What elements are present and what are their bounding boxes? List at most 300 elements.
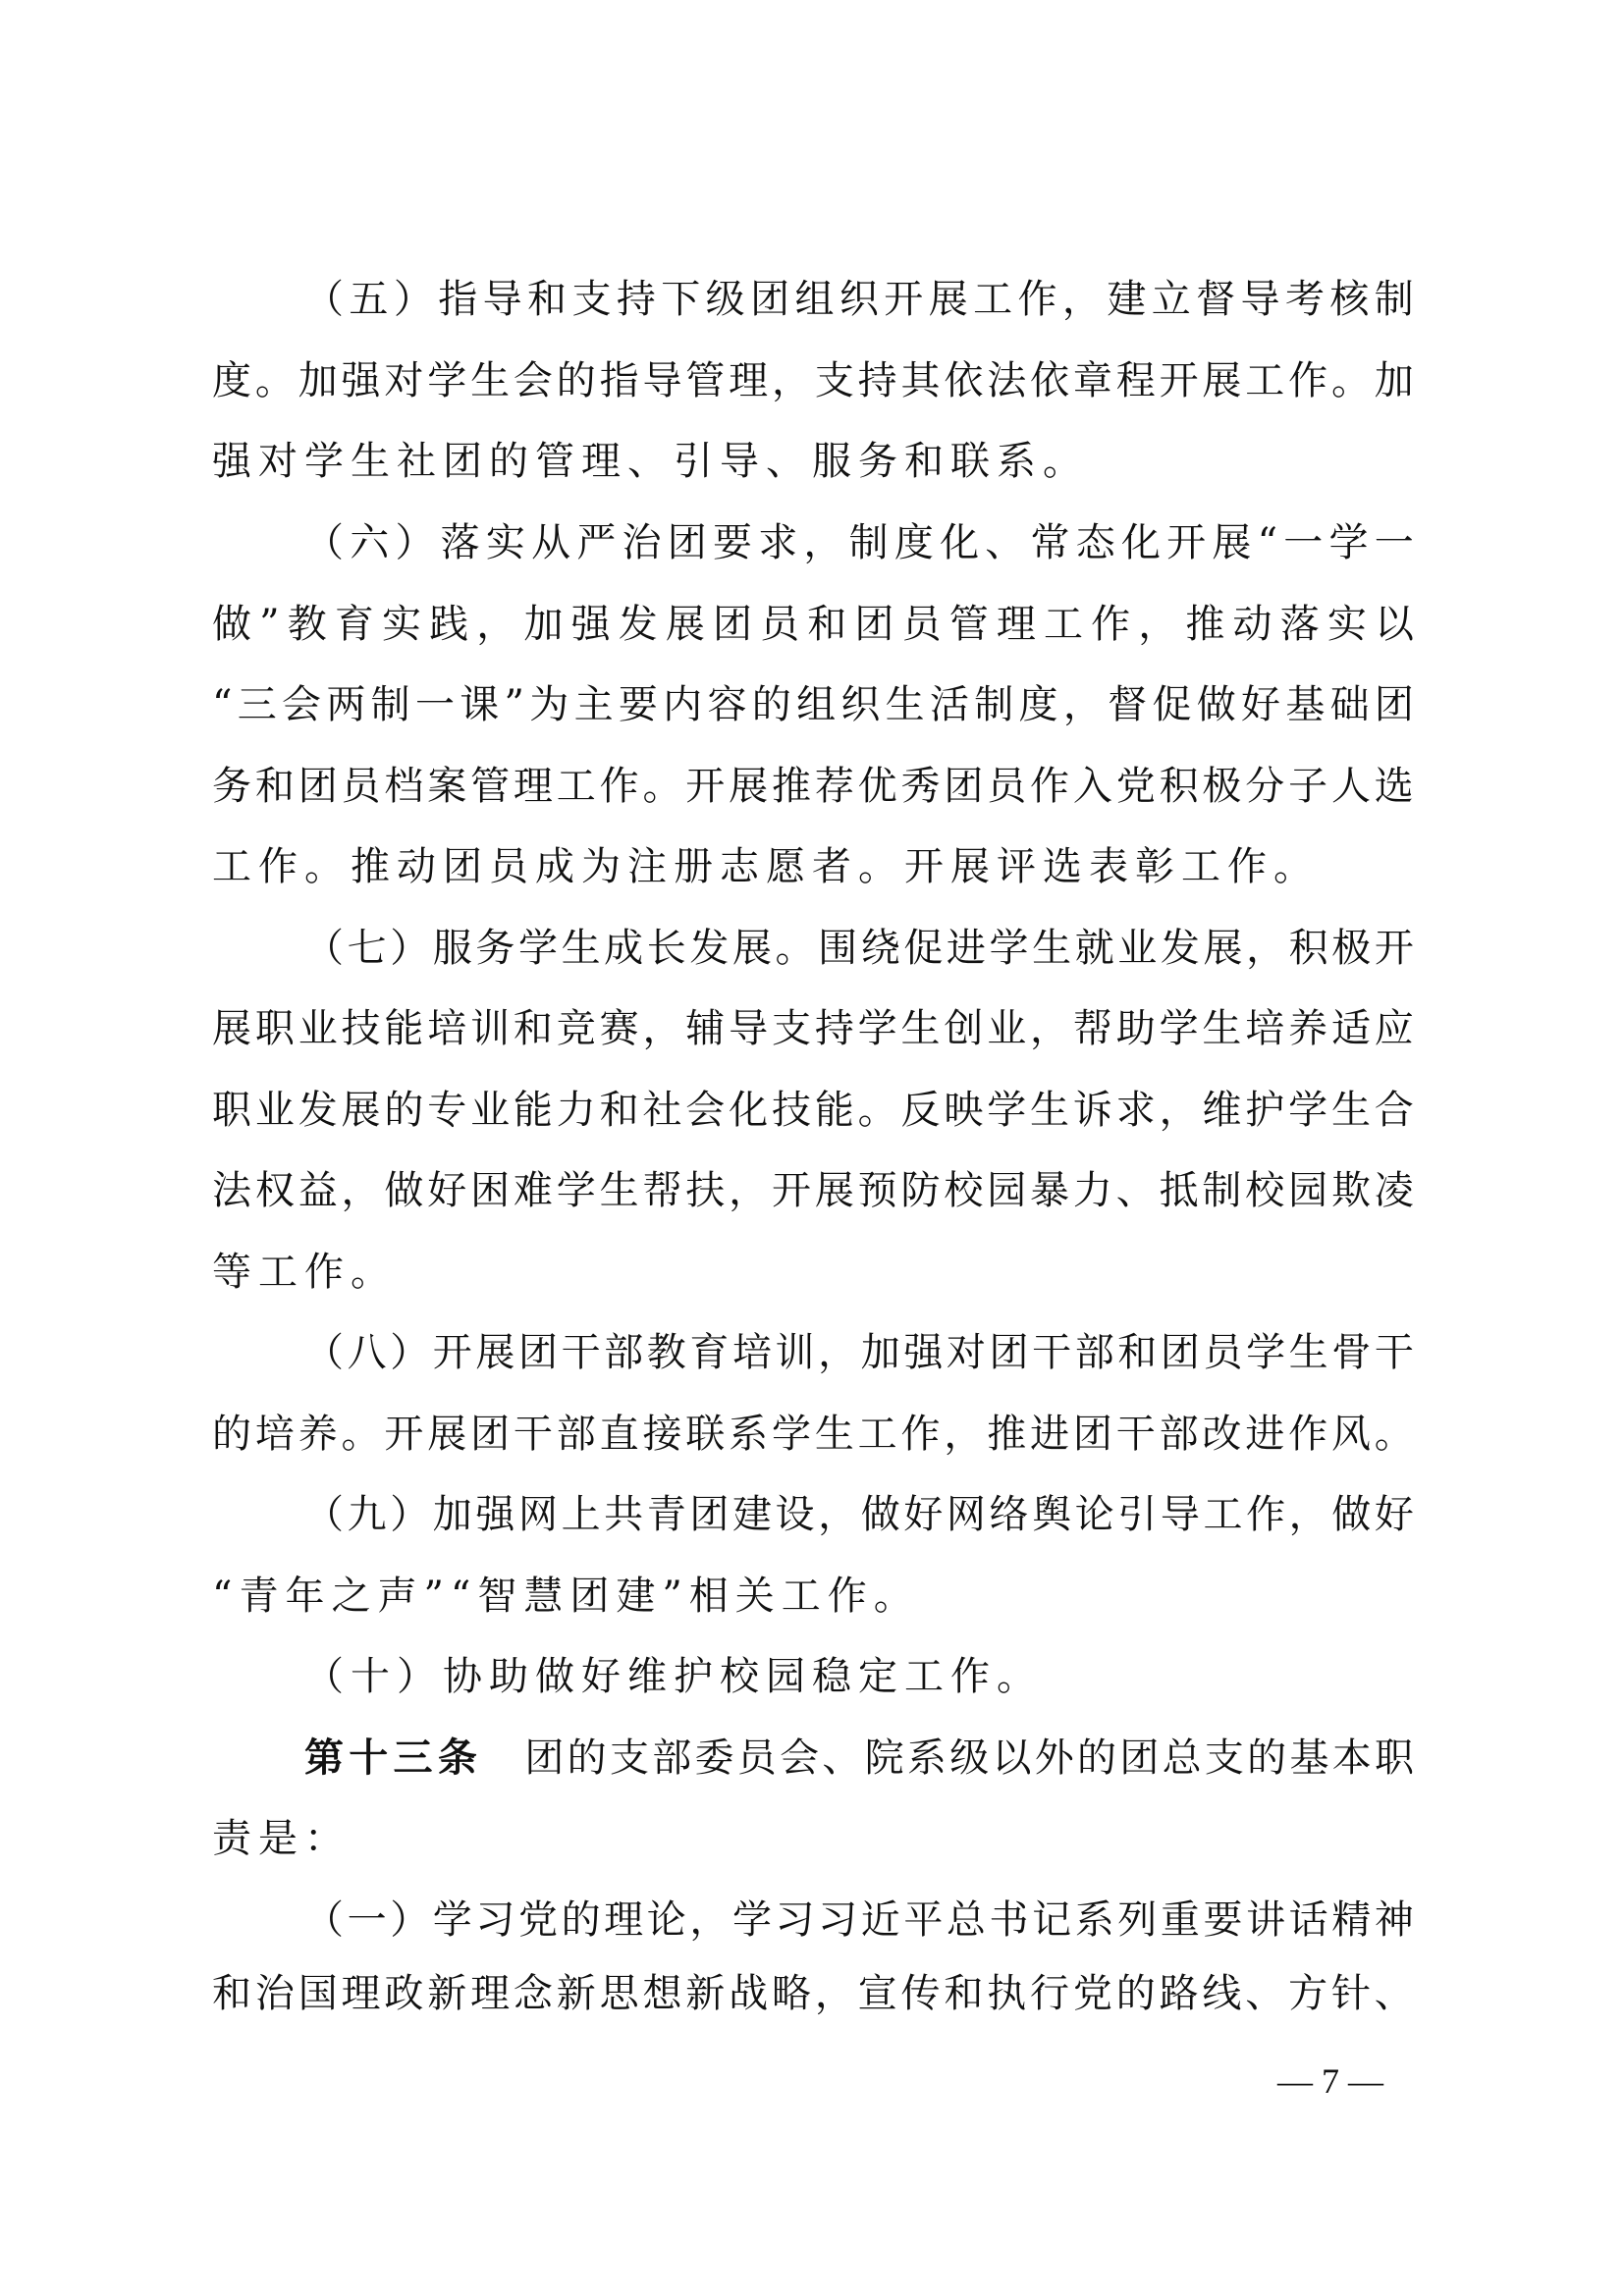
glyph: 方	[1288, 1971, 1328, 2016]
glyph: 设	[775, 1492, 815, 1537]
glyph: 养	[298, 1412, 338, 1457]
glyph: 管	[948, 602, 989, 647]
glyph: 念	[513, 1971, 553, 2016]
glyph: 益	[298, 1168, 338, 1213]
glyph: 工	[973, 277, 1013, 322]
glyph: 加	[298, 358, 338, 403]
glyph: 生	[561, 926, 601, 971]
glyph: 生	[470, 358, 511, 403]
glyph: 精	[1331, 1897, 1372, 1943]
glyph: 执	[987, 1971, 1027, 2016]
article-heading-line	[304, 1731, 1414, 1786]
glyph: 训	[775, 1330, 815, 1375]
glyph: 工	[857, 1412, 897, 1457]
glyph: 开	[771, 1168, 811, 1213]
glyph: 论	[646, 1897, 686, 1943]
glyph: ，	[803, 520, 843, 565]
glyph: 以	[1374, 602, 1414, 647]
glyph: 为	[529, 682, 569, 727]
glyph: 学	[556, 1168, 596, 1213]
glyph: 职	[254, 1006, 295, 1051]
glyph: 学	[427, 358, 467, 403]
article-heading: 第十三条	[304, 1735, 483, 1781]
glyph: 做	[212, 602, 251, 647]
glyph: ）	[390, 1330, 430, 1375]
glyph: 积	[1159, 764, 1199, 809]
glyph: 、	[985, 520, 1025, 565]
glyph: 骨	[1331, 1330, 1372, 1375]
glyph: 。	[642, 764, 682, 809]
glyph: 应	[1374, 1006, 1414, 1051]
glyph: 织	[840, 682, 881, 727]
glyph: 能	[384, 1006, 424, 1051]
glyph: ，	[1246, 926, 1286, 971]
glyph: 化	[940, 520, 980, 565]
glyph: 指	[438, 277, 478, 322]
glyph: 。	[775, 926, 815, 971]
glyph: 新	[556, 1971, 596, 2016]
glyph: 两	[326, 682, 366, 727]
glyph: 促	[1152, 682, 1192, 727]
glyph: 治	[254, 1971, 295, 2016]
glyph: 支	[571, 277, 612, 322]
glyph: 导	[1240, 277, 1280, 322]
glyph: 依	[1030, 358, 1070, 403]
glyph: 团	[689, 1492, 730, 1537]
glyph: 生	[1030, 1088, 1070, 1133]
glyph: 党	[1115, 764, 1156, 809]
glyph: 。	[857, 1088, 897, 1133]
glyph: 团	[713, 602, 752, 647]
glyph: 支	[771, 1006, 811, 1051]
glyph: 扶	[685, 1168, 726, 1213]
glyph: 容	[707, 682, 747, 727]
glyph: 级	[705, 277, 745, 322]
glyph: 学	[432, 1897, 472, 1943]
glyph: 围	[818, 926, 858, 971]
article-text: 团的支部委员会、院系级以外的团总支的基本职	[521, 1735, 1415, 1781]
glyph: 管	[470, 764, 511, 809]
glyph: 开	[884, 277, 924, 322]
glyph: 加	[432, 1492, 472, 1537]
glyph: ）	[390, 926, 430, 971]
glyph: 动	[1232, 602, 1272, 647]
glyph: 生	[900, 1006, 941, 1051]
glyph: 干	[513, 1412, 553, 1457]
glyph: 好	[1241, 682, 1281, 727]
glyph: 要	[1203, 1897, 1243, 1943]
glyph: 务	[212, 764, 251, 809]
glyph: 务	[475, 926, 515, 971]
glyph: 部	[1159, 1412, 1199, 1457]
glyph: 行	[1030, 1971, 1070, 2016]
glyph: 制	[1202, 1168, 1242, 1213]
glyph: 学	[1328, 520, 1369, 565]
glyph: 新	[685, 1971, 726, 2016]
glyph: 难	[513, 1168, 553, 1213]
glyph: 下	[661, 277, 701, 322]
glyph: 持	[814, 1006, 854, 1051]
glyph: 共	[604, 1492, 644, 1537]
glyph: 的	[561, 1897, 601, 1943]
glyph: 强	[570, 602, 611, 647]
glyph: ，	[729, 1168, 769, 1213]
glyph: 落	[1279, 602, 1320, 647]
glyph: 学	[857, 1006, 897, 1051]
glyph: 秀	[900, 764, 941, 809]
glyph: 三	[237, 682, 277, 727]
glyph: 工	[556, 764, 596, 809]
glyph: 和	[807, 602, 847, 647]
glyph: 业	[987, 1006, 1027, 1051]
glyph: 档	[384, 764, 424, 809]
glyph: 会	[282, 682, 322, 727]
glyph: 对	[384, 358, 424, 403]
glyph: 活	[929, 682, 969, 727]
glyph: 。	[1374, 1412, 1414, 1457]
glyph: 、	[1115, 1168, 1156, 1213]
glyph: 荐	[814, 764, 854, 809]
glyph: 预	[857, 1168, 897, 1213]
glyph: 核	[1329, 277, 1370, 322]
glyph: 强	[475, 1492, 515, 1537]
glyph: 近	[860, 1897, 900, 1943]
glyph: 联	[685, 1412, 726, 1457]
glyph: 学	[989, 926, 1029, 971]
glyph: （	[304, 1330, 344, 1375]
glyph: 分	[1245, 764, 1285, 809]
glyph: 。	[254, 358, 295, 403]
glyph: 理	[470, 1971, 511, 2016]
glyph: 工	[1043, 602, 1083, 647]
glyph: ，	[814, 1971, 854, 2016]
glyph: 维	[1202, 1088, 1242, 1133]
glyph: 求	[758, 520, 798, 565]
glyph: 和	[212, 1971, 251, 2016]
glyph: 展	[427, 1412, 467, 1457]
glyph: 展	[1212, 520, 1252, 565]
glyph: ，	[1159, 1088, 1199, 1133]
paragraph-line: 等工作。	[212, 1250, 397, 1295]
paragraph-line: 责是：	[212, 1816, 351, 1861]
glyph: 法	[987, 358, 1027, 403]
glyph: 生	[814, 1412, 854, 1457]
glyph: 培	[731, 1330, 772, 1375]
glyph: 想	[642, 1971, 682, 2016]
glyph: 好	[1374, 1492, 1414, 1537]
glyph: 护	[1245, 1088, 1285, 1133]
glyph: 严	[576, 520, 617, 565]
glyph: 建	[1107, 277, 1147, 322]
glyph: ，	[1138, 602, 1178, 647]
glyph: 学	[1288, 1088, 1328, 1133]
glyph: 重	[1160, 1897, 1200, 1943]
glyph: 书	[989, 1897, 1029, 1943]
glyph: ”	[504, 682, 524, 727]
glyph: 网	[946, 1492, 986, 1537]
glyph: 映	[944, 1088, 984, 1133]
glyph: 管	[685, 358, 726, 403]
glyph: 生	[1202, 1006, 1242, 1051]
glyph: 展	[1203, 926, 1243, 971]
paragraph-line	[212, 353, 1414, 408]
glyph: ，	[771, 358, 811, 403]
glyph: ）	[390, 1492, 430, 1537]
paragraph-line	[212, 677, 1414, 732]
glyph: 实	[485, 520, 525, 565]
glyph: 理	[729, 358, 769, 403]
glyph: ，	[818, 1492, 858, 1537]
paragraph-line	[212, 1407, 1414, 1462]
glyph: “	[1257, 520, 1278, 565]
glyph: 工	[1203, 1492, 1243, 1537]
glyph: 作	[1091, 602, 1131, 647]
glyph: 积	[1288, 926, 1328, 971]
glyph: 优	[857, 764, 897, 809]
glyph: 工	[1245, 358, 1285, 403]
glyph: 技	[341, 1006, 381, 1051]
glyph: 传	[900, 1971, 941, 2016]
glyph: 和	[513, 1006, 553, 1051]
glyph: 制	[974, 682, 1014, 727]
glyph: 推	[1185, 602, 1225, 647]
glyph: 一	[1374, 520, 1414, 565]
glyph: 态	[1075, 520, 1115, 565]
glyph: 加	[523, 602, 564, 647]
glyph: 总	[946, 1897, 986, 1943]
glyph: 对	[946, 1330, 986, 1375]
glyph: 团	[517, 1330, 558, 1375]
glyph: 权	[254, 1168, 295, 1213]
glyph: 会	[685, 1088, 726, 1133]
glyph: 作	[1030, 764, 1070, 809]
glyph: ，	[1062, 682, 1103, 727]
glyph: 作	[1288, 1412, 1328, 1457]
glyph: 。	[1330, 358, 1371, 403]
glyph: 会	[513, 358, 553, 403]
glyph: 展	[475, 1330, 515, 1375]
glyph: 业	[254, 1088, 295, 1133]
glyph: 训	[470, 1006, 511, 1051]
glyph: 理	[996, 602, 1036, 647]
glyph: 和	[254, 764, 295, 809]
glyph: 部	[556, 1412, 596, 1457]
glyph: 考	[1284, 277, 1325, 322]
glyph: 进	[1030, 1412, 1070, 1457]
glyph: 力	[1072, 1168, 1112, 1213]
glyph: 人	[1330, 764, 1371, 809]
glyph: 网	[517, 1492, 558, 1537]
glyph: 干	[1115, 1412, 1156, 1457]
paragraph-line	[212, 1001, 1414, 1056]
glyph: 发	[618, 602, 658, 647]
glyph: 学	[731, 1897, 772, 1943]
glyph: 展	[341, 1088, 381, 1133]
glyph: 校	[1245, 1168, 1285, 1213]
glyph: 育	[334, 602, 374, 647]
glyph: 导	[729, 1006, 769, 1051]
glyph: （	[304, 1492, 344, 1537]
glyph: 员	[1203, 1330, 1243, 1375]
glyph: ）	[390, 1897, 430, 1943]
glyph: 团	[1374, 682, 1414, 727]
glyph: 欺	[1330, 1168, 1371, 1213]
glyph: 园	[987, 1168, 1027, 1213]
glyph: 党	[1072, 1971, 1112, 2016]
glyph: 员	[760, 602, 800, 647]
glyph: 展	[928, 277, 968, 322]
glyph: 要	[618, 682, 658, 727]
glyph: 做	[384, 1168, 424, 1213]
glyph: 习	[475, 1897, 515, 1943]
glyph: 干	[1374, 1330, 1414, 1375]
glyph: 作	[599, 764, 639, 809]
glyph: 帮	[1072, 1006, 1112, 1051]
paragraph-line: 工作。推动团员成为注册志愿者。开展评选表彰工作。	[212, 844, 1320, 889]
glyph: 舆	[1032, 1492, 1072, 1537]
glyph: 业	[470, 1088, 511, 1133]
glyph: 团	[944, 764, 984, 809]
glyph: 团	[667, 520, 707, 565]
glyph: 教	[646, 1330, 686, 1375]
glyph: 推	[771, 764, 811, 809]
glyph: 七	[347, 926, 387, 971]
glyph: （	[304, 1897, 344, 1943]
glyph: 章	[1072, 358, 1112, 403]
glyph: 风	[1330, 1412, 1371, 1457]
glyph: 五	[349, 277, 389, 322]
glyph: 的	[1115, 1971, 1156, 2016]
glyph: 讲	[1246, 1897, 1286, 1943]
glyph: 列	[1117, 1897, 1158, 1943]
glyph: 育	[689, 1330, 730, 1375]
glyph: 就	[1074, 926, 1114, 971]
glyph: 培	[427, 1006, 467, 1051]
glyph: 社	[642, 1088, 682, 1133]
glyph: 凌	[1374, 1168, 1414, 1213]
glyph: 的	[384, 1088, 424, 1133]
paragraph-line	[304, 1487, 1414, 1542]
glyph: 学	[517, 926, 558, 971]
glyph: 展	[212, 1006, 251, 1051]
glyph: 暴	[1030, 1168, 1070, 1213]
glyph: 九	[347, 1492, 387, 1537]
glyph: 政	[384, 1971, 424, 2016]
glyph: 平	[903, 1897, 944, 1943]
glyph: 国	[298, 1971, 338, 2016]
glyph: 持	[616, 277, 656, 322]
glyph: 线	[1202, 1971, 1242, 2016]
glyph: 养	[1288, 1006, 1328, 1051]
glyph: 织	[839, 277, 879, 322]
glyph: 校	[944, 1168, 984, 1213]
glyph: 展	[731, 926, 772, 971]
glyph: 、	[1374, 1971, 1414, 2016]
glyph: 选	[1374, 764, 1414, 809]
glyph: 干	[1032, 1330, 1072, 1375]
glyph: 指	[599, 358, 639, 403]
glyph: 系	[729, 1412, 769, 1457]
glyph: 子	[1288, 764, 1328, 809]
glyph: ，	[944, 1412, 984, 1457]
glyph: 度	[893, 520, 934, 565]
glyph: 制	[1374, 277, 1414, 322]
glyph: 立	[1151, 277, 1191, 322]
glyph: 上	[561, 1492, 601, 1537]
glyph: 展	[729, 764, 769, 809]
glyph: 求	[1115, 1088, 1156, 1133]
glyph: 辅	[685, 1006, 726, 1051]
glyph: 导	[642, 358, 682, 403]
glyph: ，	[642, 1006, 682, 1051]
glyph: 极	[1202, 764, 1242, 809]
glyph: 论	[1074, 1492, 1114, 1537]
paragraph-line	[212, 1163, 1414, 1218]
glyph: 六	[350, 520, 390, 565]
glyph: 略	[771, 1971, 811, 2016]
glyph: 绕	[860, 926, 900, 971]
glyph: 员	[341, 764, 381, 809]
glyph: 生	[1032, 926, 1072, 971]
glyph: “	[212, 682, 233, 727]
glyph: 团	[1072, 1412, 1112, 1457]
glyph: 基	[1285, 682, 1326, 727]
glyph: 能	[513, 1088, 553, 1133]
glyph: 习	[818, 1897, 858, 1943]
glyph: 主	[573, 682, 614, 727]
glyph: 和	[527, 277, 568, 322]
glyph: 础	[1329, 682, 1370, 727]
glyph: 作	[1288, 358, 1328, 403]
glyph: ，	[1030, 1006, 1070, 1051]
glyph: 实	[1326, 602, 1367, 647]
glyph: 治	[622, 520, 662, 565]
glyph: 督	[1108, 682, 1148, 727]
glyph: 合	[1374, 1088, 1414, 1133]
glyph: 新	[427, 1971, 467, 2016]
glyph: ，	[1061, 277, 1102, 322]
glyph: 力	[556, 1088, 596, 1133]
glyph: 路	[1159, 1971, 1199, 2016]
glyph: 反	[900, 1088, 941, 1133]
paragraph-line	[212, 759, 1414, 814]
glyph: 展	[1202, 358, 1242, 403]
glyph: 好	[903, 1492, 944, 1537]
glyph: 极	[1331, 926, 1372, 971]
glyph: 专	[427, 1088, 467, 1133]
glyph: 系	[1074, 1897, 1114, 1943]
paragraph-line	[304, 921, 1414, 976]
glyph: 针	[1330, 1971, 1371, 2016]
glyph: 落	[440, 520, 480, 565]
glyph: 教	[287, 602, 327, 647]
glyph: 学	[987, 1088, 1027, 1133]
glyph: 实	[382, 602, 422, 647]
glyph: 作	[1017, 277, 1057, 322]
glyph: 引	[1117, 1492, 1158, 1537]
glyph: 理	[341, 1971, 381, 2016]
glyph: 宣	[857, 1971, 897, 2016]
glyph: 和	[1117, 1330, 1158, 1375]
glyph: 和	[944, 1971, 984, 2016]
glyph: 助	[1115, 1006, 1156, 1051]
glyph: 好	[427, 1168, 467, 1213]
glyph: 展	[665, 602, 705, 647]
paragraph-line: 强对学生社团的管理、引导、服务和联系。	[212, 439, 1089, 484]
glyph: 导	[1160, 1492, 1200, 1537]
glyph: 化	[729, 1088, 769, 1133]
page-number: — 7 —	[1277, 2061, 1383, 2101]
